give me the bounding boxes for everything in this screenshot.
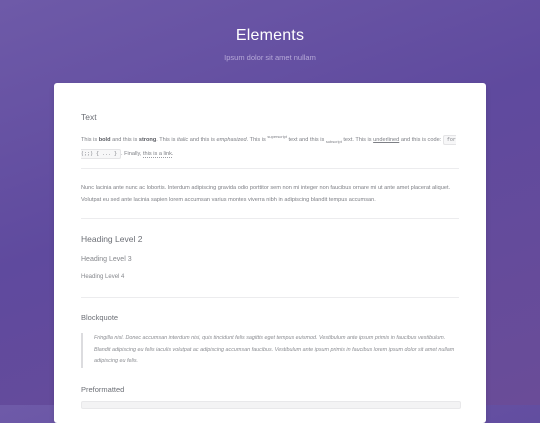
divider [81,297,459,298]
divider [81,218,459,219]
italic-text: italic [176,136,189,143]
lorem-paragraph: Nunc lacinia ante nunc ac lobortis. Interdum adipiscing gravida odio porttitor sem non mi integer non faucibus ornare mi ut ante amet placerat aliquet. Volutpat eu sed ante lacinia sapien lorem accumsan varius montes viverra nibh in adipiscing blandit tempus accumsan. [81,185,451,203]
content-card [54,83,486,423]
sample-link[interactable]: this is a link [142,150,172,157]
emphasized-text: emphasized [216,136,247,143]
text-run: and this is [110,136,139,143]
text-run: text. This is [341,136,374,143]
section-heading-blockquote: Blockquote [81,313,119,322]
subscript-text: subscript [325,138,342,144]
text-run: and this is code: [399,136,443,143]
superscript-text: superscript [267,134,287,139]
page-title: Elements [235,27,305,44]
blockquote: Fringilla nisl. Donec accumsan interdum nisi, quis tincidunt felis sagittis eget tempus euismod. Vestibulum ante ipsum primis in faucibus vestibulum. Blandit adipiscing eu felis iaculis volutpat ac adipiscing accumsan faucibus. Vestibulum ante ipsum primis in faucibus lorem ipsum dolor sit amet nullam adipiscing eu felis. [81,333,459,368]
section-heading-text: Text [81,112,97,122]
text-run: . This is [246,136,268,143]
underlined-text: underlined [373,136,400,143]
divider [81,168,459,169]
heading-level-3: Heading Level 3 [81,256,132,263]
heading-level-2: Heading Level 2 [81,234,143,244]
heading-level-4: Heading Level 4 [81,274,125,280]
page-subtitle: Ipsum dolor sit amet nullam [224,53,316,62]
strong-text: strong [138,136,157,143]
bold-text: bold [98,136,111,143]
text-run: text and this is [286,136,326,143]
inline-code: for (;;) { ... } [81,136,456,157]
text-sample-paragraph [81,131,459,160]
text-run: and this is [188,136,217,143]
text-run: This is [81,136,99,143]
text-run: . [171,150,174,157]
text-run: . Finally, [121,150,143,157]
section-heading-preformatted: Preformatted [81,385,125,394]
preformatted-block [81,401,461,409]
text-run: . This is [156,136,177,143]
